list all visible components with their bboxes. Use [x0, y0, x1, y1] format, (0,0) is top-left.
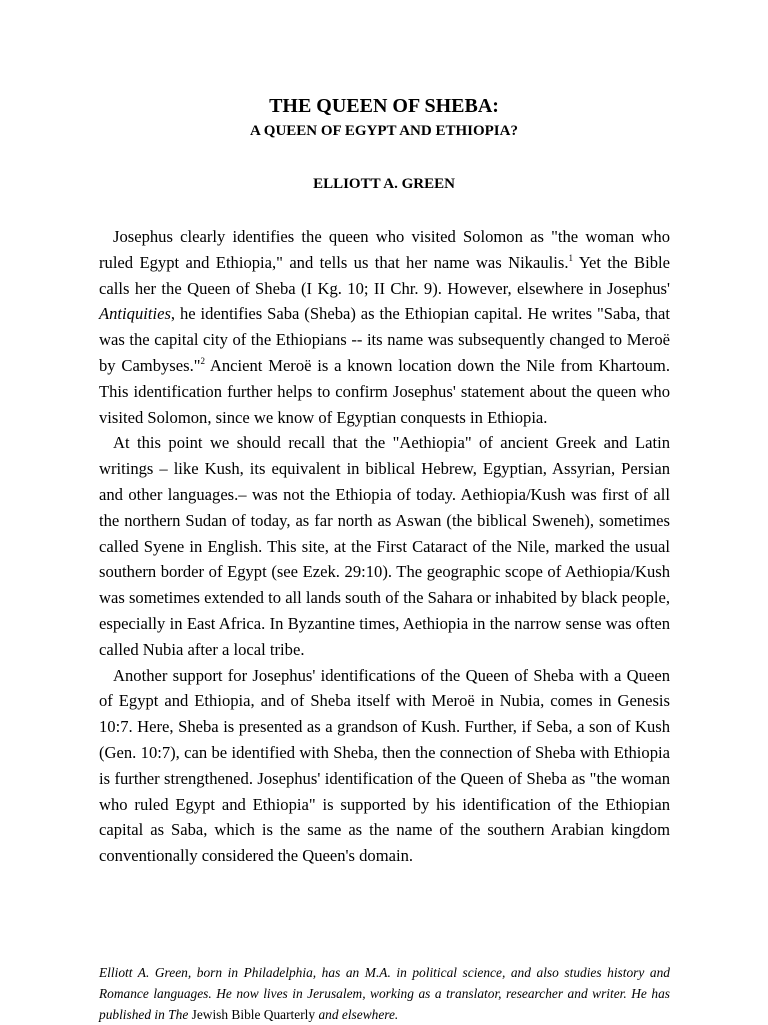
article-body: [99, 224, 670, 869]
paragraph-1-text-d: Ancient Meroë is a known location down the Nile from Khartoum. This identification further helps to confirm Josephus' statement about the queen who visited Solomon, since we know of Egyptian conquests in Ethiopia.: [99, 355, 670, 427]
author-bio: [99, 962, 670, 1025]
paragraph-1-text-c: , he identifies Saba (Sheba) as the Ethiopian capital. He writes "Saba, that was the capital city of the Ethiopians -- its name was subsequently changed to Meroë by Cambyses.": [99, 304, 670, 375]
italic-work-title: Antiquities: [99, 304, 171, 324]
article-author: ELLIOTT A. GREEN: [313, 176, 455, 192]
paragraph-genesis: Another support for Josephus' identifications of the Queen of Sheba with a Queen of Egypt and Ethiopia, and of Sheba itself with Meroë in Nubia, comes in Genesis 10:7. Here, Sheba is presented as a grandson of Kush. Further, if Seba, a son of Kush (Gen. 10:7), can be identified with Sheba, then the connection of Sheba with Ethiopia is further strengthened. Josephus' identification of the Queen of Sheba as "the woman who ruled Egypt and Ethiopia" is supported by his identification of the Ethiopian capital as Saba, which is the same as the name of the southern Arabian kingdom conventionally considered the Queen's domain.: [99, 665, 670, 866]
paragraph-1-text-a: Josephus clearly identifies the queen who visited Solomon as "the woman who ruled Egypt and Ethiopia," and tells us that her name was Nikaulis.: [99, 227, 670, 272]
article-subtitle: A QUEEN OF EGYPT AND ETHIOPIA?: [250, 123, 518, 139]
paragraph-josephus: [99, 224, 670, 430]
footnote-marker-1: 1: [568, 252, 573, 263]
author-bio-text-b: and elsewhere.: [315, 1007, 399, 1022]
author-bio-text-a: Elliott A. Green, born in Philadelphia, has an M.A. in political science, and also studies history and Romance languages. He now lives in Jerusalem, working as a translator, researcher and writer. He has published in The: [99, 965, 670, 1022]
article-title: THE QUEEN OF SHEBA:: [269, 95, 499, 117]
journal-name: Jewish Bible Quarterly: [191, 1007, 316, 1022]
paragraph-aethiopia: At this point we should recall that the "Aethiopia" of ancient Greek and Latin writings – like Kush, its equivalent in biblical Hebrew, Egyptian, Assyrian, Persian and other languages.– was not the Ethiopia of today. Aethiopia/Kush was first of all the northern Sudan of today, as far north as Aswan (the biblical Sweneh), sometimes called Syene in English. This site, at the First Cataract of the Nile, marked the usual southern border of Egypt (see Ezek. 29:10). The geographic scope of Aethiopia/Kush was sometimes extended to all lands south of the Sahara or inhabited by black people, especially in East Africa. In Byzantine times, Aethiopia in the narrow sense was often called Nubia after a local tribe.: [99, 433, 670, 659]
paragraph-1-text-b: Yet the Bible calls her the Queen of Sheba (I Kg. 10; II Chr. 9). However, elsewhere in Josephus': [99, 252, 670, 298]
footnote-marker-2: 2: [200, 355, 206, 366]
